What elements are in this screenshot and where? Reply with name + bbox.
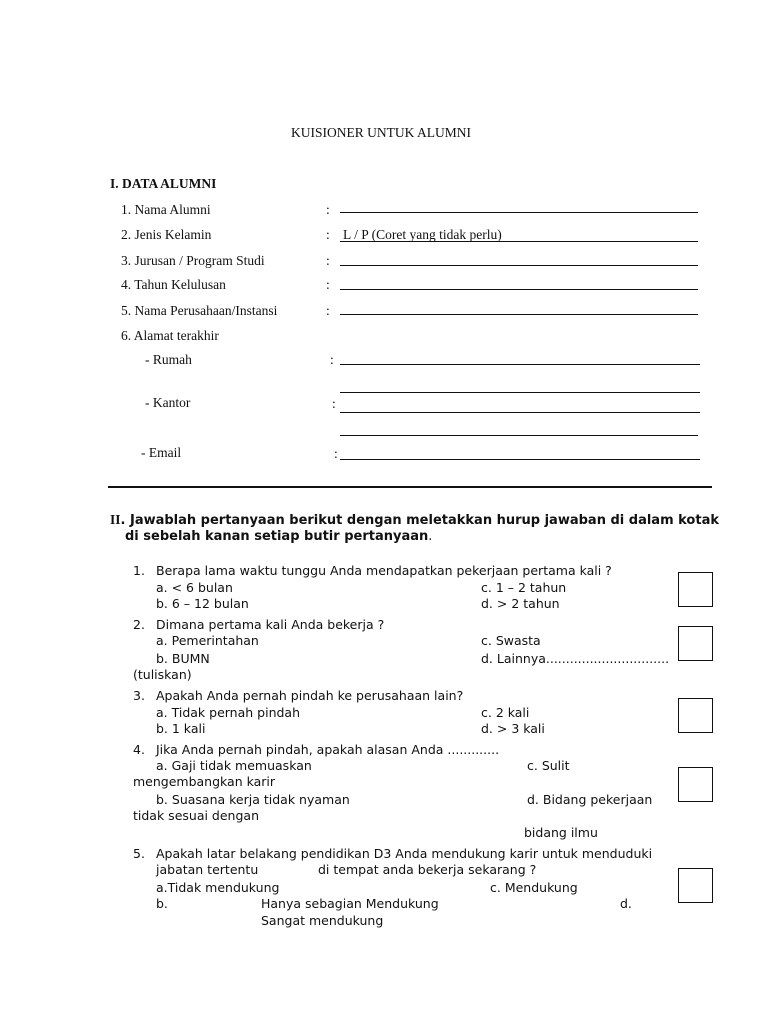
address-label-email: - Email <box>141 445 182 460</box>
q4-option-d-cont: bidang ilmu <box>524 825 598 840</box>
question-5-number: 5. <box>133 846 145 861</box>
question-3-text: Apakah Anda pernah pindah ke perusahaan lain? <box>156 688 464 703</box>
colon: : <box>326 227 330 242</box>
section-divider <box>108 486 712 488</box>
q3-option-d: d. > 3 kali <box>481 721 545 736</box>
nama-alumni-field[interactable] <box>340 212 698 213</box>
q1-answer-box[interactable] <box>678 572 713 607</box>
q2-option-d: d. Lainnya............................... <box>481 651 670 666</box>
q4-answer-box[interactable] <box>678 767 713 802</box>
question-1-text: Berapa lama waktu tunggu Anda mendapatkan pekerjaan pertama kali ? <box>156 563 612 578</box>
q1-option-c: c. 1 – 2 tahun <box>481 580 567 595</box>
jenis-kelamin-field[interactable] <box>340 241 698 242</box>
colon: : <box>326 277 330 292</box>
question-2-text: Dimana pertama kali Anda bekerja ? <box>156 617 385 632</box>
question-3-number: 3. <box>133 688 145 703</box>
field-label-alamat-terakhir: 6. Alamat terakhir <box>121 328 219 343</box>
field-label-tahun-kelulusan: 4. Tahun Kelulusan <box>121 277 226 292</box>
address-label-kantor: - Kantor <box>145 395 191 410</box>
instruction-line-1: . Jawablah pertanyaan berikut dengan meletakkan hurup jawaban di dalam kotak <box>120 513 719 528</box>
section-2-instruction-cont <box>125 529 432 544</box>
colon: : <box>326 303 330 318</box>
colon: : <box>332 396 336 411</box>
field-label-nama-perusahaan: 5. Nama Perusahaan/Instansi <box>121 303 278 318</box>
q3-option-c: c. 2 kali <box>481 705 530 720</box>
q5-option-b-text: Hanya sebagian Mendukung <box>261 896 439 911</box>
q4-option-c-cont: mengembangkan karir <box>133 774 276 789</box>
q4-option-b: b. Suasana kerja tidak nyaman <box>156 792 350 807</box>
q2-answer-box[interactable] <box>678 626 713 661</box>
field-label-nama-alumni: 1. Nama Alumni <box>121 202 211 217</box>
q1-option-d: d. > 2 tahun <box>481 596 560 611</box>
q2-option-a: a. Pemerintahan <box>156 633 259 648</box>
rumah-field-line-1[interactable] <box>340 364 700 365</box>
q4-option-c: c. Sulit <box>527 758 570 773</box>
question-5-text-cont-a: jabatan tertentu <box>156 862 259 877</box>
q4-option-b-cont: tidak sesuai dengan <box>133 808 259 823</box>
instruction-period: . <box>428 529 433 544</box>
q4-option-a: a. Gaji tidak memuaskan <box>156 758 312 773</box>
address-label-rumah: - Rumah <box>145 352 192 367</box>
colon: : <box>334 446 338 461</box>
q3-option-a: a. Tidak pernah pindah <box>156 705 301 720</box>
email-field[interactable] <box>340 459 700 460</box>
q1-option-b: b. 6 – 12 bulan <box>156 596 249 611</box>
q5-option-d: d. <box>620 896 632 911</box>
colon: : <box>330 352 334 367</box>
q2-option-d-note: (tuliskan) <box>133 667 192 682</box>
question-1-number: 1. <box>133 563 145 578</box>
question-5-text-cont-b: di tempat anda bekerja sekarang ? <box>318 862 537 877</box>
q1-option-a: a. < 6 bulan <box>156 580 233 595</box>
q5-option-c: c. Mendukung <box>490 880 578 895</box>
section-2-roman: II <box>110 512 121 527</box>
question-4-number: 4. <box>133 742 145 757</box>
question-5-text: Apakah latar belakang pendidikan D3 Anda mendukung karir untuk menduduki <box>156 846 653 861</box>
section-1-heading: I. DATA ALUMNI <box>110 176 217 191</box>
q4-option-d: d. Bidang pekerjaan <box>527 792 653 807</box>
q5-option-a: a.Tidak mendukung <box>156 880 280 895</box>
tahun-kelulusan-field[interactable] <box>340 289 698 290</box>
rumah-field-line-2[interactable] <box>340 392 700 393</box>
q5-answer-box[interactable] <box>678 868 713 903</box>
q5-option-d-text: Sangat mendukung <box>261 913 384 928</box>
kantor-field-line-2[interactable] <box>340 435 698 436</box>
q2-option-b: b. BUMN <box>156 651 210 666</box>
colon: : <box>326 202 330 217</box>
field-label-jurusan: 3. Jurusan / Program Studi <box>121 253 265 268</box>
question-4-text: Jika Anda pernah pindah, apakah alasan Anda ............. <box>156 742 500 757</box>
field-label-jenis-kelamin: 2. Jenis Kelamin <box>121 227 212 242</box>
kantor-field-line-1[interactable] <box>340 412 700 413</box>
jenis-kelamin-value: L / P (Coret yang tidak perlu) <box>343 227 502 242</box>
q5-option-b: b. <box>156 896 168 911</box>
nama-perusahaan-field[interactable] <box>340 314 698 315</box>
instruction-line-2: di sebelah kanan setiap butir pertanyaan <box>125 529 429 544</box>
q2-option-c: c. Swasta <box>481 633 541 648</box>
q3-answer-box[interactable] <box>678 698 713 733</box>
question-2-number: 2. <box>133 617 145 632</box>
document-title: KUISIONER UNTUK ALUMNI <box>291 125 471 140</box>
colon: : <box>326 253 330 268</box>
jurusan-field[interactable] <box>340 265 698 266</box>
section-2-instruction <box>110 512 719 528</box>
q3-option-b: b. 1 kali <box>156 721 206 736</box>
